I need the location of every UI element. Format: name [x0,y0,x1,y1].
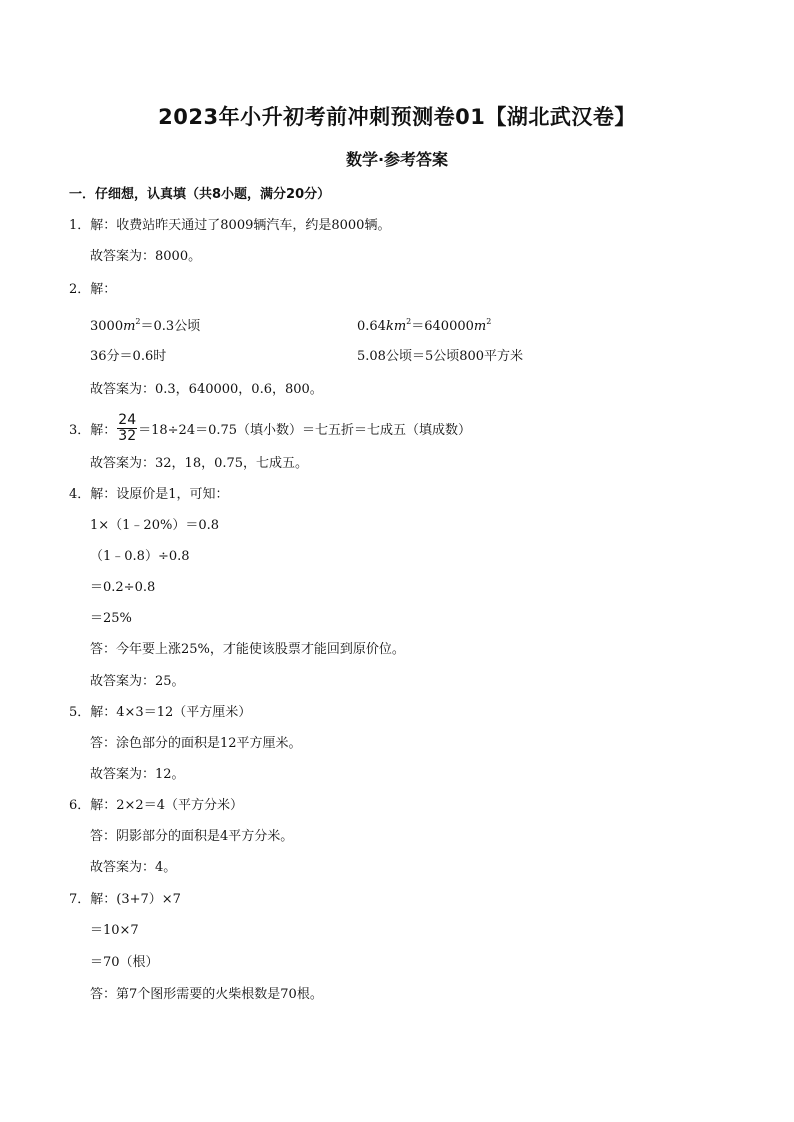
q2-answer: 故答案为：0.3，640000，0.6，800。 [90,382,323,397]
q7-conclusion: 答：第7个图形需要的火柴根数是70根。 [90,987,323,1002]
section-heading: 一．仔细想，认真填（共8小题，满分20分） [69,187,331,202]
q1-solution: 1．解：收费站昨天通过了8009辆汽车，约是8000辆。 [69,218,391,233]
q5-answer: 故答案为：12。 [90,767,185,782]
page-subtitle: 数学·参考答案 [345,150,449,169]
q4-solution: 4．解：设原价是1，可知： [69,487,229,502]
q2-c2-unit2: m [473,319,487,334]
q2-conversion-1 [90,313,200,336]
q7-step-2: ＝70（根） [90,955,159,970]
q2-c2-value: 0.64 [357,319,386,334]
q3-prefix: 3．解： [69,423,117,438]
q2-c2-sq2: 2 [486,317,492,326]
q3-numerator: 24 [118,412,137,428]
q2-c1-unit: m [123,319,136,334]
q6-solution: 6．解：2×2＝4（平方分米） [69,798,243,813]
page-title: 2023年小升初考前冲刺预测卷01【湖北武汉卷】 [158,105,636,129]
q3-fraction [117,413,137,444]
q2-c1-result: ＝0.3公顷 [140,319,201,334]
q4-step-1: 1×（1﹣20%）＝0.8 [90,518,220,533]
q7-step-1: ＝10×7 [90,923,139,938]
q5-conclusion: 答：涂色部分的面积是12平方厘米。 [90,736,302,751]
q4-conclusion: 答：今年要上涨25%，才能使该股票才能回到原价位。 [90,642,405,657]
q3-denominator: 32 [118,428,137,444]
q2-c2-sq: 2 [406,317,412,326]
q4-step-3: ＝0.2÷0.8 [90,580,156,595]
q2-c1-value: 3000 [90,319,124,334]
q2-c2-unit: km [385,319,407,334]
q3-rest: ＝18÷24＝0.75（填小数）＝七五折＝七成五（填成数） [138,423,472,438]
q4-answer: 故答案为：25。 [90,674,185,689]
q2-conversion-3: 36分＝0.6时 [90,349,167,364]
q2-conversion-2 [357,313,491,336]
q3-solution [69,412,472,446]
q6-answer: 故答案为：4。 [90,860,177,875]
q5-solution: 5．解：4×3＝12（平方厘米） [69,705,252,720]
q2-conversion-4: 5.08公顷＝5公顷800平方米 [357,349,524,364]
q4-step-4: ＝25% [90,611,132,626]
q7-solution: 7．解：(3+7）×7 [69,892,181,907]
q3-answer: 故答案为：32，18，0.75，七成五。 [90,456,309,471]
q6-conclusion: 答：阴影部分的面积是4平方分米。 [90,829,294,844]
q1-answer: 故答案为：8000。 [90,249,202,264]
q2-c2-result: ＝640000 [411,319,474,334]
q2-c1-sq: 2 [135,317,141,326]
q4-step-2: （1﹣0.8）÷0.8 [90,549,190,564]
q2-label: 2．解： [69,282,117,297]
